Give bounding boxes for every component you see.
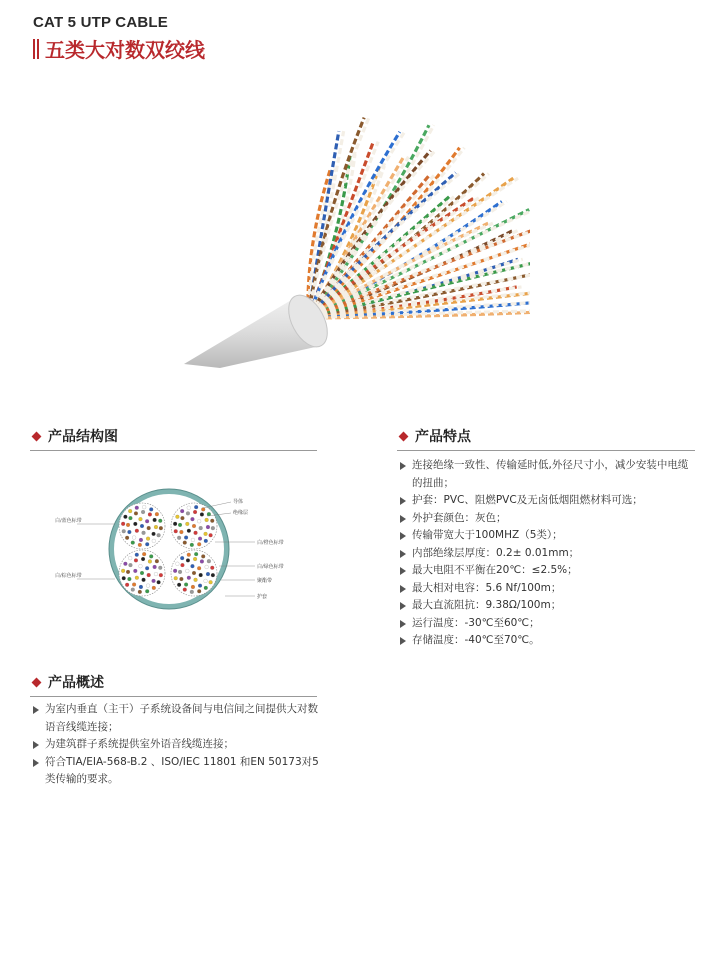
triangle-bullet-icon	[400, 462, 406, 470]
conductor-dot	[133, 569, 137, 573]
conductor-dot	[194, 578, 198, 582]
section-overview-heading	[30, 672, 317, 697]
section-structure-title: 产品结构图	[48, 429, 118, 445]
conductor-dot	[146, 584, 150, 588]
conductor-dot	[197, 519, 201, 523]
overview-list	[31, 701, 321, 789]
conductor-dot	[207, 559, 211, 563]
conductor-dot	[141, 557, 145, 561]
section-overview-title: 产品概述	[48, 675, 104, 691]
section-features-heading	[397, 426, 695, 451]
conductor-dot	[132, 536, 136, 540]
conductor-dot	[179, 530, 183, 534]
label-white-green-band: 白/绿色标带	[257, 564, 284, 570]
label-polyester-tape: 聚酯带	[257, 578, 273, 584]
conductor-dot	[200, 560, 204, 564]
label-white-brown-band: 白/棕色标带	[55, 573, 82, 579]
conductor-dot	[138, 590, 142, 594]
list-item: 最大相对电容：5.6 Nf/100m；	[398, 580, 696, 598]
conductor-dot	[180, 556, 184, 560]
conductor-dot	[154, 572, 158, 576]
conductor-dot	[193, 510, 197, 514]
list-item: 护套：PVC、阻燃PVC及无卤低烟阻燃材料可选；	[398, 492, 696, 510]
conductor-dot	[175, 562, 179, 566]
triangle-bullet-icon	[400, 532, 406, 540]
conductor-dot	[190, 543, 194, 547]
conductor-dot	[134, 558, 138, 562]
conductor-dot	[190, 590, 194, 594]
conductor-dot	[134, 511, 138, 515]
conductor-dot	[155, 512, 159, 516]
list-item: 最大电阻不平衡在20℃：≤2.5%；	[398, 562, 696, 580]
conductor-dot	[123, 515, 127, 519]
conductor-dot	[128, 556, 132, 560]
conductor-dot	[127, 530, 131, 534]
conductor-dot	[192, 524, 196, 528]
conductor-dot	[157, 580, 161, 584]
conductor-dot	[149, 507, 153, 511]
conductor-dot	[204, 579, 208, 583]
conductor-dot	[152, 539, 156, 543]
conductor-dot	[173, 522, 177, 526]
conductor-dot	[177, 536, 181, 540]
conductor-dot	[191, 585, 195, 589]
conductor-dot	[206, 525, 210, 529]
conductor-dot	[178, 523, 182, 527]
conductor-dot	[123, 562, 127, 566]
features-list	[398, 457, 696, 650]
conductor-dot	[183, 541, 187, 545]
conductor-dot	[194, 505, 198, 509]
conductor-dot	[191, 517, 195, 521]
conductor-dot	[184, 583, 188, 587]
conductor-dot	[148, 513, 152, 517]
conductor-dot	[145, 542, 149, 546]
list-item: 传输带宽大于100MHZ（5类）；	[398, 527, 696, 545]
conductor-dot	[129, 563, 133, 567]
conductor-dot	[204, 532, 208, 536]
section-features-title: 产品特点	[415, 429, 471, 445]
conductor-dot	[204, 586, 208, 590]
conductor-dot	[186, 558, 190, 562]
conductor-dot	[154, 525, 158, 529]
conductor-dot	[133, 522, 137, 526]
list-item: 内部绝缘层厚度：0.2± 0.01mm；	[398, 545, 696, 563]
conductor-dot	[197, 542, 201, 546]
conductor-dot	[179, 577, 183, 581]
section-structure-heading	[30, 426, 317, 451]
conductor-dot	[127, 577, 131, 581]
conductor-dot	[178, 570, 182, 574]
conductor-dot	[142, 531, 146, 535]
triangle-bullet-icon	[400, 515, 406, 523]
conductor-dot	[139, 564, 143, 568]
conductor-dot	[197, 589, 201, 593]
triangle-bullet-icon	[400, 497, 406, 505]
conductor-dot	[121, 569, 125, 573]
conductor-dot	[157, 533, 161, 537]
conductor-dot	[181, 563, 185, 567]
conductor-dot	[206, 572, 210, 576]
label-insulation: 绝缘层	[233, 510, 249, 516]
twisted-wire-bundle	[308, 118, 530, 318]
header-title-cn: 五类大对数双绞线	[45, 38, 205, 62]
conductor-dot	[158, 519, 162, 523]
conductor-dot	[135, 553, 139, 557]
conductor-dot	[131, 541, 135, 545]
conductor-dot	[187, 529, 191, 533]
triangle-bullet-icon	[33, 741, 39, 749]
conductor-dot	[200, 513, 204, 517]
conductor-dot	[138, 543, 142, 547]
list-item: 为室内垂直（主干）子系统设备间与电信间之间提供大对数语音线缆连接；	[31, 701, 321, 736]
conductor-dot	[142, 578, 146, 582]
conductor-dot	[185, 522, 189, 526]
conductor-dot	[211, 573, 215, 577]
conductor-dot	[191, 538, 195, 542]
cable-photo	[180, 96, 530, 368]
conductor-dot	[183, 588, 187, 592]
conductor-dot	[209, 533, 213, 537]
conductor-dot	[131, 588, 135, 592]
conductor-dot	[152, 579, 156, 583]
conductor-dot	[194, 552, 198, 556]
triangle-bullet-icon	[33, 759, 39, 767]
conductor-dot	[198, 584, 202, 588]
diamond-bullet-icon	[32, 431, 42, 441]
conductor-dot	[126, 570, 130, 574]
conductor-dot	[139, 517, 143, 521]
conductor-dot	[210, 519, 214, 523]
conductor-dot	[187, 506, 191, 510]
conductor-dot	[152, 532, 156, 536]
conductor-dot	[142, 505, 146, 509]
label-white-orange-band: 白/橙色标带	[257, 540, 284, 546]
conductor-dot	[128, 509, 132, 513]
diamond-bullet-icon	[399, 431, 409, 441]
conductor-dot	[192, 571, 196, 575]
conductor-dot	[125, 536, 129, 540]
triangle-bullet-icon	[400, 637, 406, 645]
conductor-dot	[211, 526, 215, 530]
conductor-dot	[155, 559, 159, 563]
list-item: 最大直流阻抗：9.38Ω/100m；	[398, 597, 696, 615]
triangle-bullet-icon	[400, 550, 406, 558]
conductor-dot	[205, 518, 209, 522]
conductor-dot	[139, 538, 143, 542]
conductor-dot	[145, 566, 149, 570]
conductor-dot	[159, 526, 163, 530]
conductor-dot	[199, 526, 203, 530]
conductor-dot	[185, 569, 189, 573]
conductor-dot	[187, 553, 191, 557]
conductor-dot	[139, 585, 143, 589]
conductor-dot	[191, 564, 195, 568]
conductor-dot	[135, 506, 139, 510]
conductor-dot	[198, 537, 202, 541]
conductor-dot	[149, 554, 153, 558]
conductor-dot	[204, 539, 208, 543]
conductor-dot	[201, 554, 205, 558]
conductor-dot	[142, 552, 146, 556]
conductor-dot	[122, 576, 126, 580]
conductor-dot	[174, 529, 178, 533]
list-item: 运行温度：-30℃至60℃；	[398, 615, 696, 633]
list-item: 存储温度：-40℃至70℃。	[398, 632, 696, 650]
header-title-cn-row	[33, 34, 205, 63]
label-white-blue-band: 白/蓝色标带	[55, 518, 82, 524]
triangle-bullet-icon	[400, 602, 406, 610]
label-jacket: 护套	[257, 594, 268, 600]
conductor-dot	[125, 583, 129, 587]
conductor-dot	[121, 522, 125, 526]
conductor-dot	[181, 516, 185, 520]
conductor-dot	[199, 573, 203, 577]
conductor-dot	[197, 566, 201, 570]
conductor-dot	[148, 560, 152, 564]
cable-cross-section-diagram	[55, 486, 300, 616]
list-item: 为建筑群子系统提供室外语音线缆连接；	[31, 736, 321, 754]
conductor-dot	[147, 526, 151, 530]
conductor-dot	[126, 523, 130, 527]
conductor-dot	[153, 565, 157, 569]
conductor-dot	[129, 516, 133, 520]
conductor-dot	[210, 566, 214, 570]
triangle-bullet-icon	[33, 706, 39, 714]
conductor-dot	[141, 510, 145, 514]
conductor-dot	[159, 573, 163, 577]
conductor-dot	[187, 576, 191, 580]
conductor-dot	[180, 509, 184, 513]
conductor-dot	[132, 583, 136, 587]
label-conductor: 导体	[233, 499, 244, 505]
conductor-dot	[152, 586, 156, 590]
conductor-dot	[153, 518, 157, 522]
conductor-dot	[184, 536, 188, 540]
header-accent-bars	[33, 39, 39, 59]
conductor-dot	[147, 573, 151, 577]
conductor-dot	[209, 580, 213, 584]
conductor-dot	[135, 529, 139, 533]
triangle-bullet-icon	[400, 620, 406, 628]
header-title-en: CAT 5 UTP CABLE	[33, 14, 168, 31]
triangle-bullet-icon	[400, 585, 406, 593]
conductor-dot	[193, 557, 197, 561]
triangle-bullet-icon	[400, 567, 406, 575]
list-item: 符合TIA/EIA-568-B.2 、ISO/IEC 11801 和EN 50173对5类传输的要求。	[31, 754, 321, 789]
conductor-dot	[173, 569, 177, 573]
conductor-dot	[205, 565, 209, 569]
conductor-dot	[158, 566, 162, 570]
conductor-dot	[175, 515, 179, 519]
conductor-dot	[140, 524, 144, 528]
list-item: 连接绝缘一致性、传输延时低,外径尺寸小，减少安装中电缆的扭曲；	[398, 457, 696, 492]
conductor-dot	[135, 576, 139, 580]
diamond-bullet-icon	[32, 677, 42, 687]
conductor-dot	[145, 589, 149, 593]
list-item: 外护套颜色：灰色；	[398, 510, 696, 528]
conductor-dot	[174, 576, 178, 580]
conductor-dot	[122, 529, 126, 533]
conductor-dot	[145, 519, 149, 523]
conductor-dot	[194, 531, 198, 535]
conductor-dot	[186, 511, 190, 515]
conductor-dot	[146, 537, 150, 541]
conductor-dot	[140, 571, 144, 575]
conductor-dot	[177, 583, 181, 587]
